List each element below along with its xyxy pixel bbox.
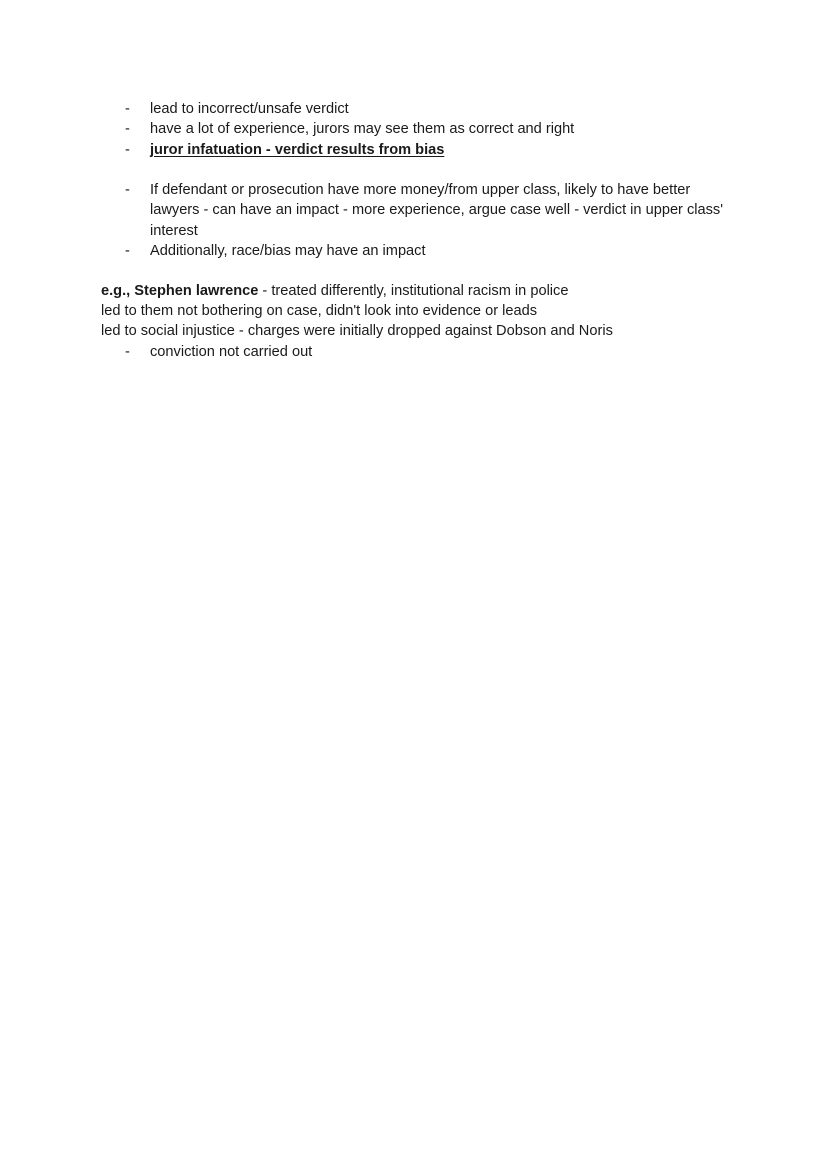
- bullet-dash: -: [125, 242, 130, 259]
- list-item-text: If defendant or prosecution have more money/from upper class, likely to have better lawyers - can have an impact - more experience, argue case well - verdict in upper class' interest: [150, 182, 724, 239]
- bullet-dash: -: [125, 344, 130, 360]
- example-text: - treated differently, institutional racism in police: [258, 283, 569, 299]
- bullet-dash: -: [125, 141, 130, 158]
- example-heading-line: [101, 281, 568, 301]
- bullet-dash: -: [125, 101, 130, 117]
- list-item-text: have a lot of experience, jurors may see them as correct and right: [150, 121, 575, 138]
- list-item-text: conviction not carried out: [150, 344, 313, 360]
- list-item: [0, 119, 730, 139]
- bullet-dash: -: [125, 121, 130, 138]
- example-label: e.g., Stephen lawrence: [101, 283, 259, 299]
- bullet-dash: -: [125, 182, 130, 198]
- bullet-list-conviction: [0, 342, 730, 362]
- list-item: [0, 99, 730, 119]
- list-item: [0, 180, 730, 241]
- list-item: [0, 342, 730, 362]
- list-item-text: lead to incorrect/unsafe verdict: [150, 101, 349, 117]
- bullet-list-consequences: [0, 99, 730, 160]
- example-line: led to them not bothering on case, didn't look into evidence or leads: [101, 303, 538, 319]
- list-item-text-emphasis: juror infatuation - verdict results from bias: [150, 141, 445, 158]
- bullet-list-money-class: [0, 180, 730, 261]
- example-line: led to social injustice - charges were initially dropped against Dobson and Noris: [101, 323, 613, 339]
- list-item-text: Additionally, race/bias may have an impact: [150, 242, 426, 259]
- list-item: [0, 140, 730, 160]
- list-item: [0, 241, 730, 261]
